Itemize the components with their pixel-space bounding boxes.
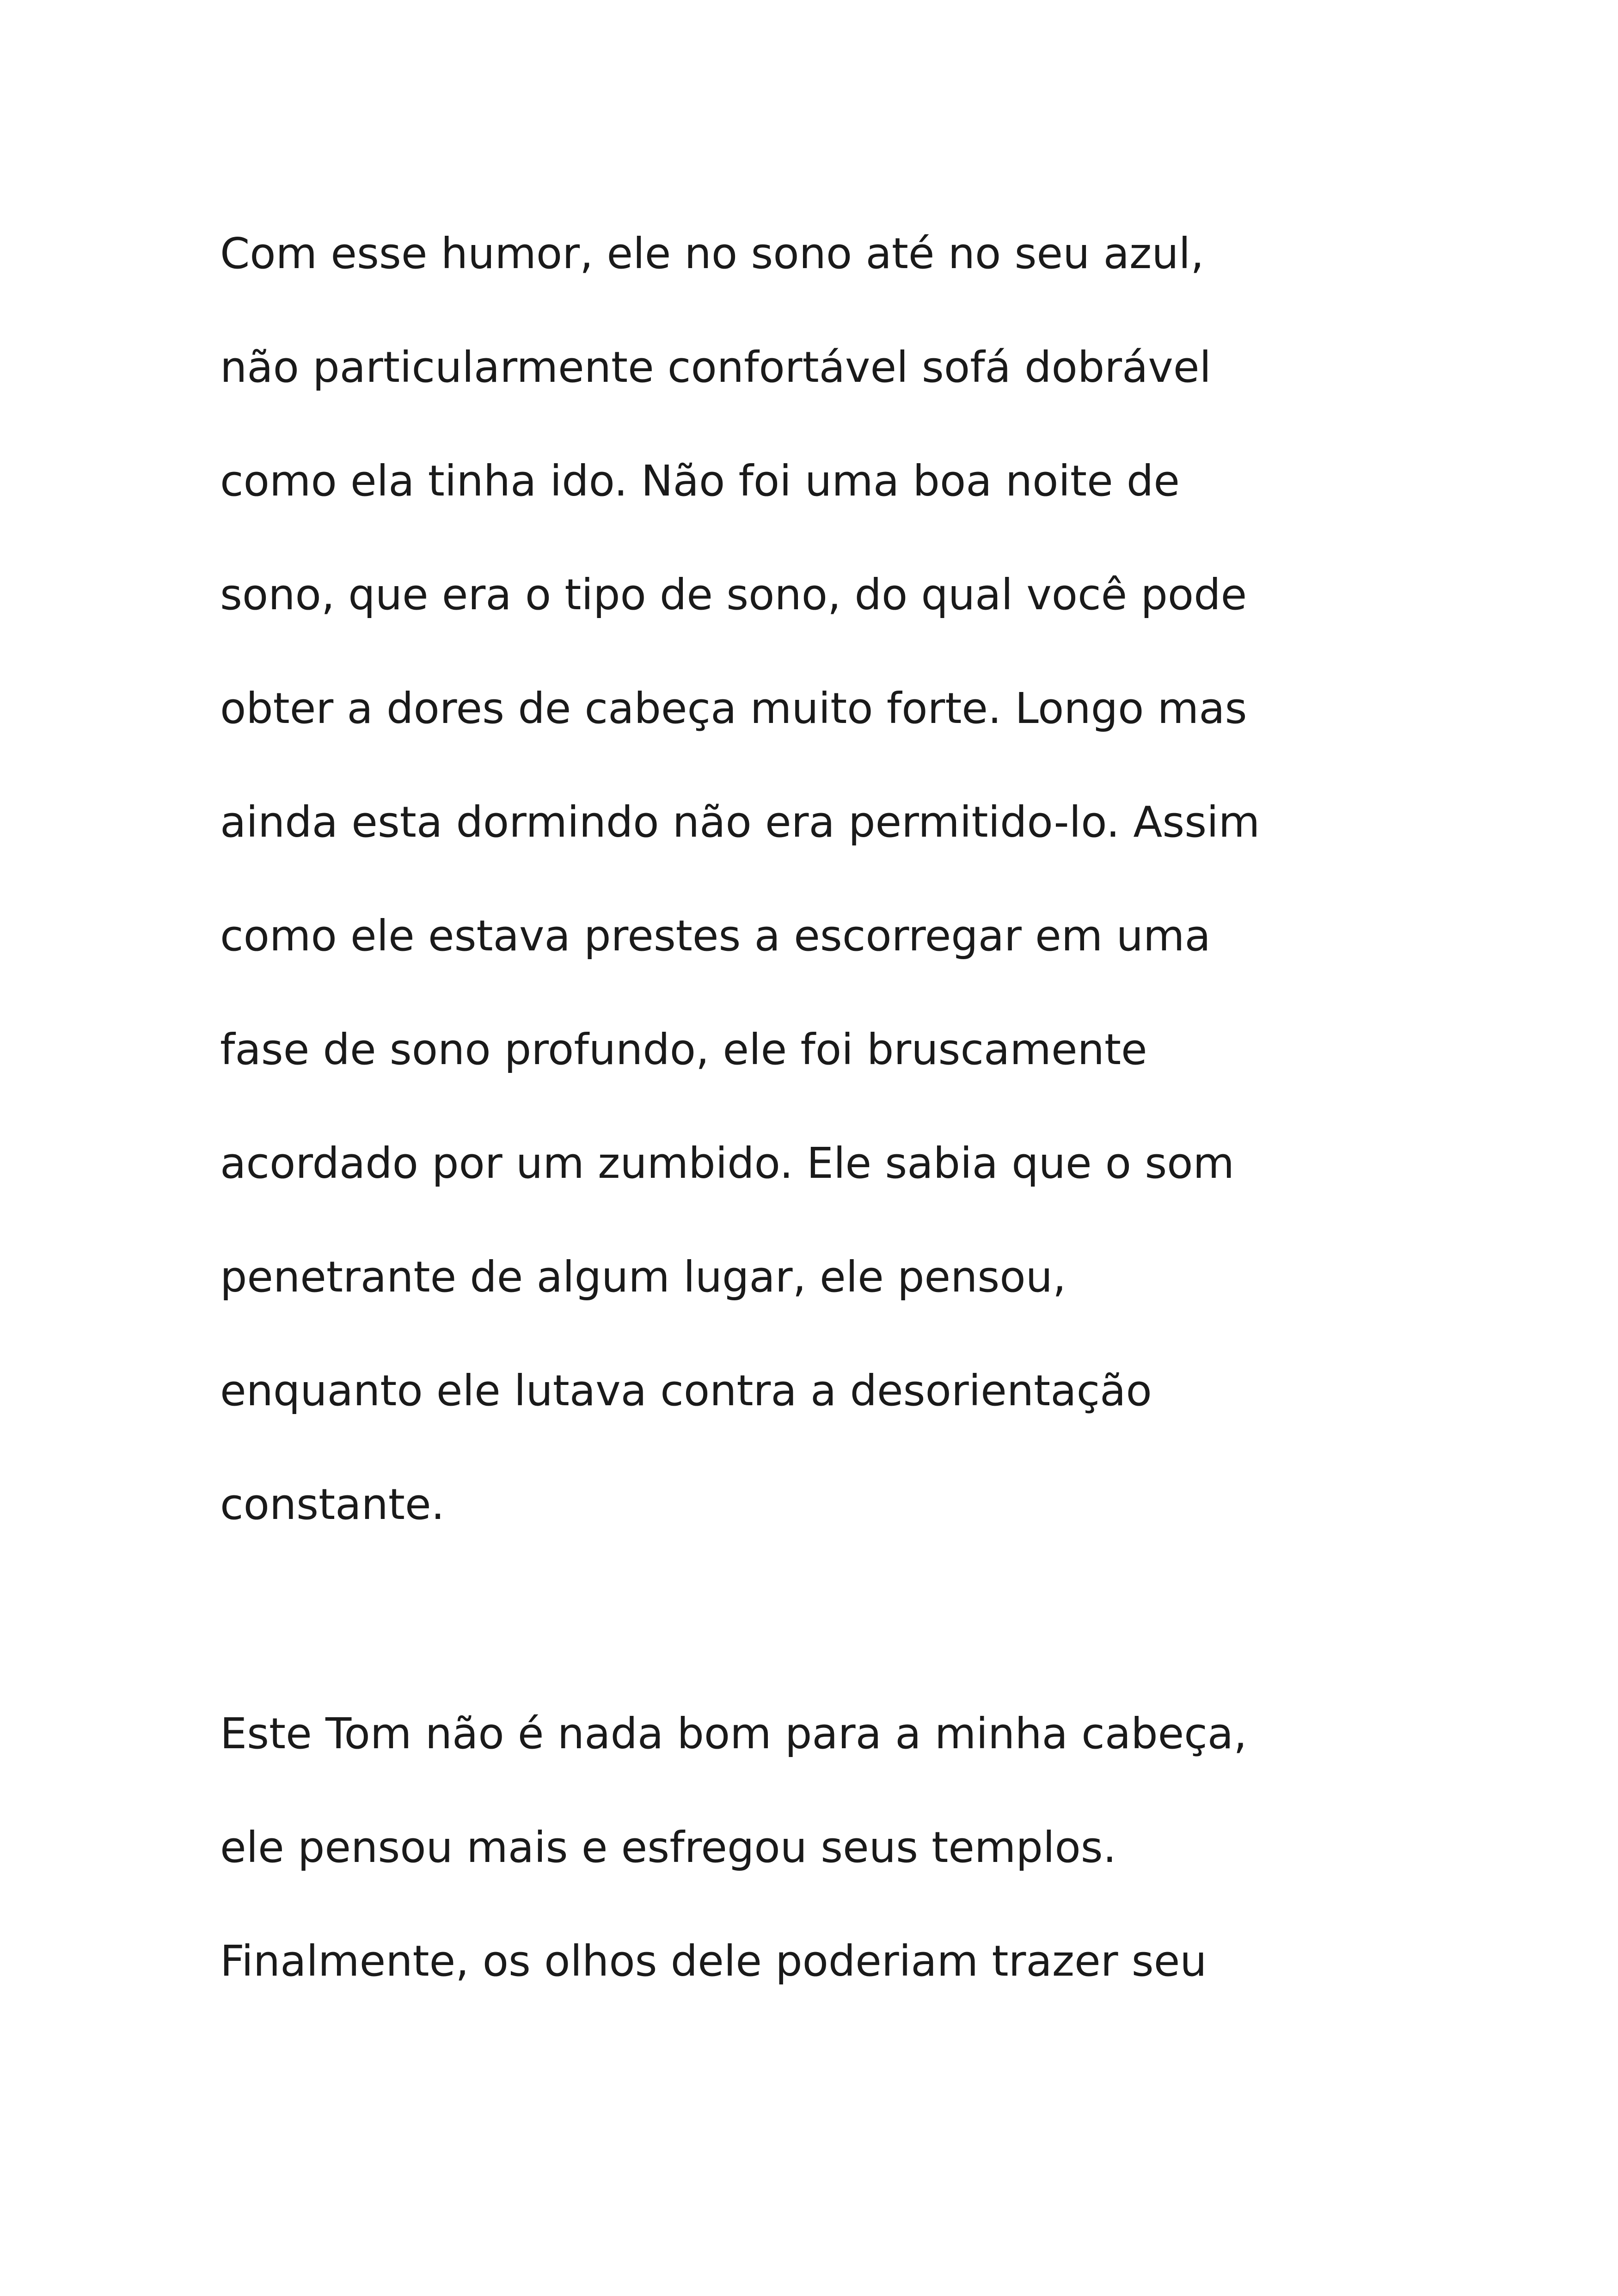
text-line: sono, que era o tipo de sono, do qual você pode bbox=[220, 570, 1247, 619]
text-line: fase de sono profundo, ele foi bruscamente bbox=[220, 1025, 1147, 1074]
text-line: Finalmente, os olhos dele poderiam trazer seu bbox=[220, 1936, 1207, 1986]
text-line: penetrante de algum lugar, ele pensou, bbox=[220, 1252, 1066, 1302]
text-line: Este Tom não é nada bom para a minha cabeça, bbox=[220, 1709, 1247, 1758]
text-line: ele pensou mais e esfregou seus templos. bbox=[220, 1823, 1116, 1872]
text-line: não particularmente confortável sofá dobrável bbox=[220, 343, 1212, 392]
text-line: como ela tinha ido. Não foi uma boa noite de bbox=[220, 456, 1180, 506]
text-line: obter a dores de cabeça muito forte. Longo mas bbox=[220, 684, 1247, 733]
text-line: ainda esta dormindo não era permitido-lo. Assim bbox=[220, 797, 1260, 847]
paragraph-1 bbox=[220, 197, 1445, 1561]
text-line: Com esse humor, ele no sono até no seu azul, bbox=[220, 229, 1204, 278]
text-line: constante. bbox=[220, 1480, 445, 1529]
paragraph-2 bbox=[220, 1677, 1445, 2018]
text-line: enquanto ele lutava contra a desorientação bbox=[220, 1366, 1152, 1415]
text-line: como ele estava prestes a escorregar em uma bbox=[220, 911, 1211, 961]
text-line: acordado por um zumbido. Ele sabia que o som bbox=[220, 1139, 1235, 1188]
